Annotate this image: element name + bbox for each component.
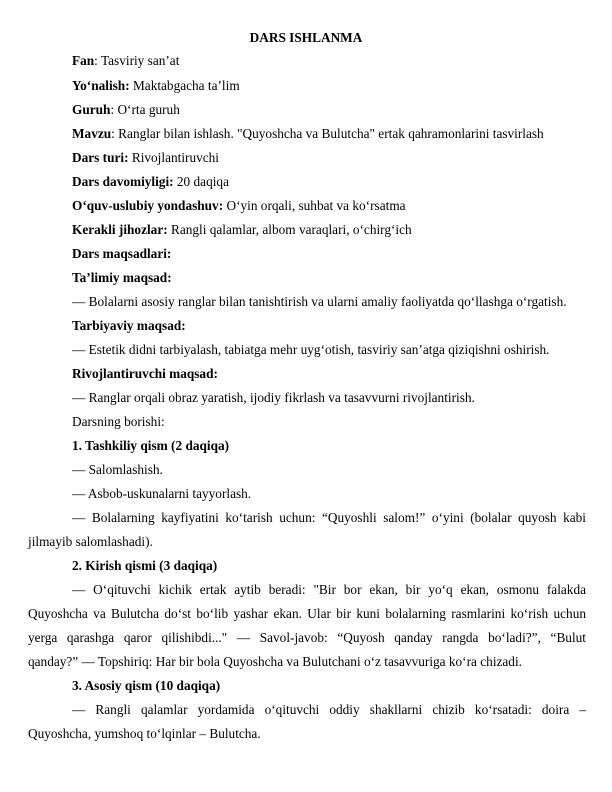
jihozlar-row	[72, 222, 412, 238]
guruh-label: Guruh	[72, 102, 111, 117]
dars-turi-label: Dars turi:	[72, 150, 129, 165]
dars-turi-value: Rivojlantiruvchi	[128, 150, 219, 165]
section2-title: 2. Kirish qismi (3 daqiqa)	[72, 558, 218, 573]
guruh-value: : O‘rta guruh	[110, 102, 180, 117]
section2-line4: qanday?” — Topshiriq: Har bir bola Quyoshcha va Bulutchani o‘z tasavvuriga ko‘ra chizadi.	[28, 654, 522, 669]
tarbiyaviy-text: — Estetik didni tarbiyalash, tabiatga mehr uyg‘otish, tasviriy san’atga qiziqishni oshirish.	[72, 342, 550, 357]
davomiylik-row	[72, 174, 229, 190]
section1-title: 1. Tashkiliy qism (2 daqiqa)	[72, 438, 230, 453]
yondashuv-row	[72, 198, 406, 214]
section2-line1: — O‘qituvchi kichik ertak aytib beradi: "Bir bor ekan, bir yo‘q ekan, osmonu falakda	[72, 582, 586, 597]
yonalish-value: Maktabgacha ta’lim	[129, 78, 240, 93]
rivoj-text: — Ranglar orqali obraz yaratish, ijodiy fikrlash va tasavvurni rivojlantirish.	[72, 390, 475, 405]
maqsadlar-heading: Dars maqsadlari:	[72, 246, 172, 261]
section3-line1: — Rangli qalamlar yordamida o‘qituvchi oddiy shakllarni chizib ko‘rsatadi: doira –	[72, 702, 586, 717]
section1-line2: — Asbob-uskunalarni tayyorlash.	[72, 486, 252, 501]
davomiylik-value: 20 daqiqa	[173, 174, 229, 189]
fan-value: : Tasviriy san’at	[94, 53, 180, 68]
yondashuv-value: O‘yin orqali, suhbat va ko‘rsatma	[223, 198, 406, 213]
fan-label: Fan	[72, 53, 95, 68]
section3-title: 3. Asosiy qism (10 daqiqa)	[72, 678, 221, 693]
mavzu-label: Mavzu	[72, 126, 112, 141]
mavzu-value: : Ranglar bilan ishlash. "Quyoshcha va Bulutcha" ertak qahramonlarini tasvirlash	[111, 126, 544, 141]
yondashuv-label: O‘quv-uslubiy yondashuv:	[72, 198, 224, 213]
guruh-row	[72, 102, 180, 118]
section2-line3: yerga qarashga qaror qilishibdi..." — Savol-javob: “Quyosh qanday rangda bo‘ladi?”, “Bulut	[28, 630, 586, 645]
davomiylik-label: Dars davomiyligi:	[72, 174, 174, 189]
section2-line2: Quyoshcha va Bulutcha do‘st bo‘lib yashar ekan. Ular bir kuni bolalarning rasmlarini ko‘rish uchun	[28, 606, 586, 621]
jihozlar-value: Rangli qalamlar, albom varaqlari, o‘chirg‘ich	[167, 222, 412, 237]
yonalish-row	[72, 78, 240, 94]
talimiy-text: — Bolalarni asosiy ranglar bilan tanishtirish va ularni amaliy faoliyatda qo‘llashga o‘rgatish.	[72, 294, 567, 309]
borishi-heading: Darsning borishi:	[72, 414, 165, 429]
section1-line1: — Salomlashish.	[72, 462, 163, 477]
section3-line2: Quyoshcha, yumshoq to‘lqinlar – Bulutcha.	[28, 726, 261, 741]
section1-line3: — Bolalarning kayfiyatini ko‘tarish uchun: “Quyoshli salom!” o‘yini (bolalar quyosh kabi	[72, 510, 586, 525]
jihozlar-label: Kerakli jihozlar:	[72, 222, 168, 237]
section1-line4: jilmayib salomlashadi).	[28, 534, 153, 549]
document-title: DARS ISHLANMA	[249, 30, 363, 45]
fan-row	[72, 53, 179, 69]
mavzu-row	[72, 126, 544, 142]
tarbiyaviy-heading: Tarbiyaviy maqsad:	[72, 318, 186, 333]
yonalish-label: Yo‘nalish:	[72, 78, 130, 93]
dars-turi-row	[72, 150, 219, 166]
talimiy-heading: Ta’limiy maqsad:	[72, 270, 172, 285]
rivoj-heading: Rivojlantiruvchi maqsad:	[72, 366, 218, 381]
